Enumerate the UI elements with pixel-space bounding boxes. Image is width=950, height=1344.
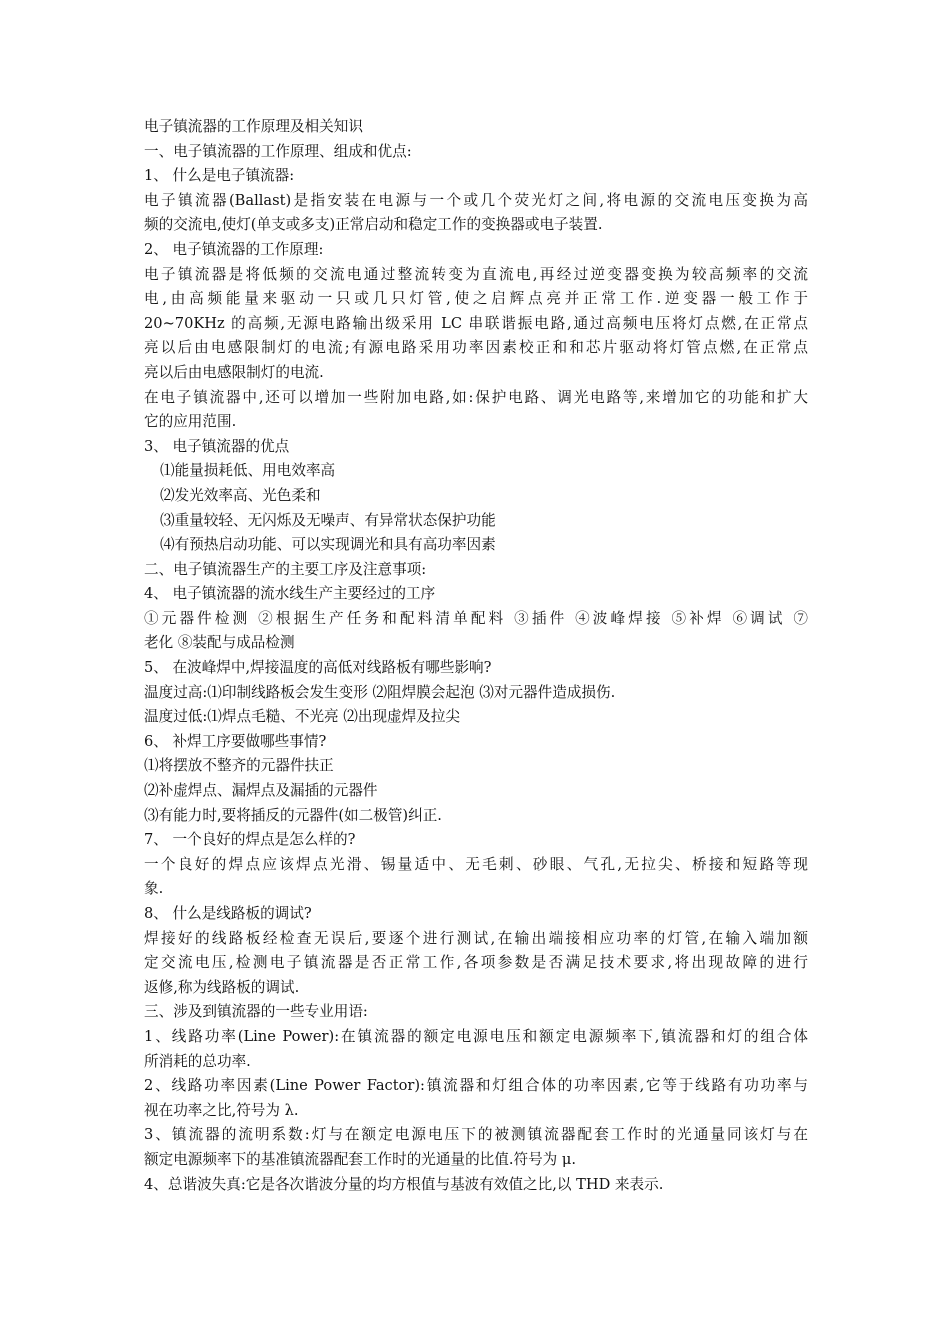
question-4: 4、 电子镇流器的流水线生产主要经过的工序 (144, 585, 436, 603)
paragraph-line: 电子镇流器是将低频的交流电通过整流转变为直流电,再经过逆变器变换为较高频率的交流 (144, 265, 808, 283)
paragraph-line: 它的应用范围. (144, 413, 237, 431)
term-line: 额定电源频率下的基准镇流器配套工作时的光通量的比值.符号为 μ. (144, 1150, 577, 1168)
term-line: 1、线路功率(Line Power):在镇流器的额定电源电压和额定电源频率下,镇流器和灯的组合体 (144, 1027, 808, 1045)
document-title: 电子镇流器的工作原理及相关知识 (144, 118, 363, 135)
paragraph-line: 一个良好的焊点应该焊点光滑、锡量适中、无毛刺、砂眼、气孔,无拉尖、桥接和短路等现 (144, 855, 808, 873)
paragraph-line: 返修,称为线路板的调试. (144, 978, 300, 996)
section-heading-3: 三、涉及到镇流器的一些专业用语: (144, 1003, 368, 1021)
paragraph-line: 亮以后由电感限制灯的电流. (144, 363, 324, 381)
question-5: 5、 在波峰焊中,焊接温度的高低对线路板有哪些影响? (144, 659, 492, 677)
section-heading-1: 一、电子镇流器的工作原理、组成和优点: (144, 142, 412, 160)
paragraph-line: 20~70KHz 的高频,无源电路输出级采用 LC 串联谐振电路,通过高频电压将灯点燃,在正常点 (144, 314, 808, 332)
paragraph-line: 电子镇流器(Ballast)是指安装在电源与一个或几个荧光灯之间,将电源的交流电压变换为高 (144, 191, 808, 209)
paragraph-line: 频的交流电,使灯(单支或多支)正常启动和稳定工作的变换器或电子装置. (144, 216, 603, 234)
question-7: 7、 一个良好的焊点是怎么样的? (144, 831, 356, 849)
question-3: 3、 电子镇流器的优点 (144, 437, 290, 455)
question-2: 2、 电子镇流器的工作原理: (144, 240, 324, 258)
advantage-item: ⑶重量较轻、无闪烁及无噪声、有异常状态保护功能 (160, 511, 496, 529)
paragraph-line: 老化 ⑧装配与成品检测 (144, 634, 295, 652)
term-line: 2、线路功率因素(Line Power Factor):镇流器和灯组合体的功率因素,它等于线路有功功率与 (144, 1077, 808, 1095)
advantage-item: ⑴能量损耗低、用电效率高 (160, 462, 336, 480)
paragraph-line: 温度过低:⑴焊点毛糙、不光亮 ⑵出现虚焊及拉尖 (144, 708, 461, 726)
list-item: ⑶有能力时,要将插反的元器件(如二极管)纠正. (144, 806, 442, 824)
paragraph-line: 焊接好的线路板经检查无误后,要逐个进行测试,在输出端接相应功率的灯管,在输入端加额 (144, 929, 808, 947)
term-line: 3、镇流器的流明系数:灯与在额定电源电压下的被测镇流器配套工作时的光通量同该灯与在 (144, 1126, 808, 1144)
paragraph-line: ①元器件检测 ②根据生产任务和配料清单配料 ③插件 ④波峰焊接 ⑤补焊 ⑥调试 ⑦ (144, 609, 808, 627)
list-item: ⑵补虚焊点、漏焊点及漏插的元器件 (144, 782, 378, 800)
question-6: 6、 补焊工序要做哪些事情? (144, 732, 327, 750)
paragraph-line: 在电子镇流器中,还可以增加一些附加电路,如:保护电路、调光电路等,来增加它的功能和扩大 (144, 388, 808, 406)
advantage-item: ⑵发光效率高、光色柔和 (160, 486, 321, 504)
term-line: 4、总谐波失真:它是各次谐波分量的均方根值与基波有效值之比,以 THD 来表示. (144, 1175, 664, 1193)
document-page (144, 115, 808, 1197)
advantage-item: ⑷有预热启动功能、可以实现调光和具有高功率因素 (160, 536, 496, 554)
question-1: 1、 什么是电子镇流器: (144, 167, 295, 185)
term-line: 视在功率之比,符号为 λ. (144, 1101, 299, 1119)
question-8: 8、 什么是线路板的调试? (144, 905, 312, 922)
section-heading-2: 二、电子镇流器生产的主要工序及注意事项: (144, 560, 427, 578)
paragraph-line: 亮以后由电感限制灯的电流;有源电路采用功率因素校正和和芯片驱动将灯管点燃,在正常点 (144, 339, 808, 357)
list-item: ⑴将摆放不整齐的元器件扶正 (144, 757, 334, 775)
paragraph-line: 电,由高频能量来驱动一只或几只灯管,使之启辉点亮并正常工作.逆变器一般工作于 (144, 290, 808, 308)
term-line: 所消耗的总功率. (144, 1052, 251, 1070)
paragraph-line: 定交流电压,检测电子镇流器是否正常工作,各项参数是否满足技术要求,将出现故障的进行 (144, 954, 808, 972)
paragraph-line: 象. (144, 880, 164, 898)
paragraph-line: 温度过高:⑴印制线路板会发生变形 ⑵阻焊膜会起泡 ⑶对元器件造成损伤. (144, 683, 616, 701)
